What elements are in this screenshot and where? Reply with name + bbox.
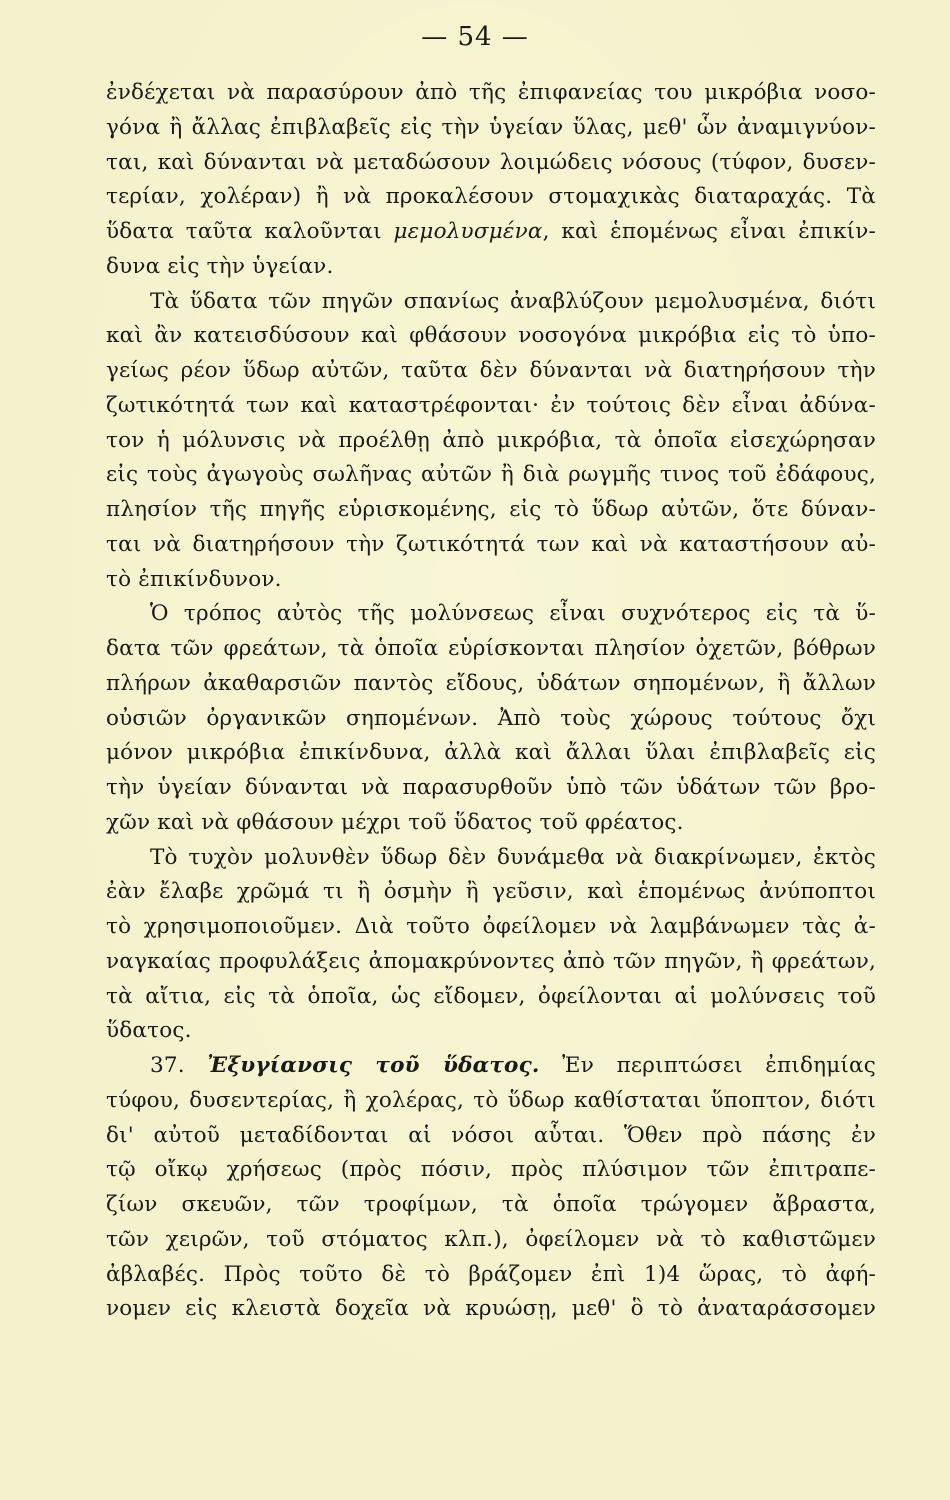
text-line: γόνα ἢ ἄλλας ἐπιβλαβεῖς εἰς τὴν ὑγείαν ὕλας, μεθ' ὧν ἀναμιγνύον- (106, 114, 876, 140)
text-line: τὰ αἴτια, εἰς τὰ ὁποῖα, ὡς εἴδομεν, ὀφείλονται αἱ μολύνσεις τοῦ (106, 983, 876, 1009)
text-line: πλησίον τῆς πηγῆς εὑρισκομένης, εἰς τὸ ὕδωρ αὐτῶν, ὅτε δύναν- (106, 497, 876, 522)
text-line: τύφου, δυσεντερίας, ἢ χολέρας, τὸ ὕδωρ καθίσταται ὕποπτον, διότι (106, 1087, 876, 1113)
text-line: ζωτικότητά των καὶ καταστρέφονται· ἐν τούτοις δὲν εἶναι ἀδύνα- (106, 392, 876, 418)
text-line: ναγκαίας προφυλάξεις ἀπομακρύνοντες ἀπὸ τῶν πηγῶν, ἢ φρεάτων, (106, 948, 876, 974)
text-line: μόνον μικρόβια ἐπικίνδυνα, ἀλλὰ καὶ ἄλλαι ὕλαι ἐπιβλαβεῖς εἰς (106, 740, 876, 766)
section-heading: Ἐξυγίανσις τοῦ ὕδατος. (207, 1053, 540, 1078)
text-line: Τὸ τυχὸν μολυνθὲν ὕδωρ δὲν δυνάμεθα νὰ διακρίνωμεν, ἐκτὸς (150, 844, 876, 870)
text-line: Τὰ ὕδατα τῶν πηγῶν σπανίως ἀναβλύζουν μεμολυσμένα, διότι (150, 288, 876, 314)
text-line: οὐσιῶν ὀργανικῶν σηπομένων. Ἀπὸ τοὺς χώρους τούτους ὄχι (106, 705, 876, 731)
text-run: ὕδατα ταῦτα καλοῦνται (106, 219, 394, 244)
text-line: τὸ χρησιμοποιοῦμεν. Διὰ τοῦτο ὀφείλομεν νὰ λαμβάνωμεν τὰς ἀ- (106, 914, 876, 939)
text-line: ζίων σκευῶν, τῶν τροφίμων, τὰ ὁποῖα τρώγομεν ἄβραστα, (106, 1192, 876, 1217)
text-run: 37. (150, 1053, 208, 1078)
text-line: τῶν χειρῶν, τοῦ στόματος κλπ.), ὀφείλομεν νὰ τὸ καθιστῶμεν (106, 1226, 876, 1252)
text-line: τῷ οἴκῳ χρήσεως (πρὸς πόσιν, πρὸς πλύσιμον τῶν ἐπιτραπε- (106, 1157, 876, 1183)
body-text (106, 76, 876, 1327)
text-run: Ἐν περιπτώσει ἐπιδημίας (539, 1053, 876, 1078)
text-line: Ὁ τρόπος αὐτὸς τῆς μολύνσεως εἶναι συχνότερος εἰς τὰ ὕ- (150, 601, 876, 627)
text-line: τον ἡ μόλυνσις νὰ προέλθῃ ἀπὸ μικρόβια, τὰ ὁποῖα εἰσεχώρησαν (106, 427, 876, 453)
text-line: γείως ρέον ὕδωρ αὐτῶν, ταῦτα δὲν δύνανται νὰ διατηρήσουν τὴν (106, 358, 876, 383)
text-line: χῶν καὶ νὰ φθάσουν μέχρι τοῦ ὕδατος τοῦ φρέατος. (106, 809, 684, 835)
text-line: νομεν εἰς κλειστὰ δοχεῖα νὰ κρυώσῃ, μεθ' ὃ τὸ ἀναταράσσομεν (106, 1296, 876, 1322)
italic-term: μεμολυσμένα (393, 219, 543, 244)
text-line: τὴν ὑγείαν δύνανται νὰ παρασυρθοῦν ὑπὸ τῶν ὑδάτων τῶν βρο- (106, 775, 876, 800)
text-run: , καὶ ἑπομένως εἶναι ἐπικίν- (542, 219, 876, 244)
page-number: — 54 — (421, 22, 529, 52)
text-line: ται, καὶ δύνανται νὰ μεταδώσουν λοιμώδεις νόσους (τύφον, δυσεν- (106, 149, 876, 175)
text-line: ὕδατος. (106, 1018, 192, 1044)
text-line: καὶ ἂν κατεισδύσουν καὶ φθάσουν νοσογόνα μικρόβια εἰς τὸ ὑπο- (106, 323, 876, 349)
text-line: ἀβλαβές. Πρὸς τοῦτο δὲ τὸ βράζομεν ἐπὶ 1)4 ὥρας, τὸ ἀφή- (106, 1261, 876, 1287)
text-line: τὸ ἐπικίνδυνον. (106, 566, 282, 592)
text-line: πλήρων ἀκαθαρσιῶν παντὸς εἴδους, ὑδάτων σηπομένων, ἢ ἄλλων (106, 670, 876, 696)
text-line: δατα τῶν φρεάτων, τὰ ὁποῖα εὑρίσκονται πλησίον ὀχετῶν, βόθρων (106, 636, 876, 661)
text-line: ται νὰ διατηρήσουν τὴν ζωτικότητά των καὶ νὰ καταστήσουν αὐ- (106, 531, 876, 557)
text-line: εἰς τοὺς ἀγωγοὺς σωλῆνας αὐτῶν ἢ διὰ ρωγμῆς τινος τοῦ ἐδάφους, (106, 462, 876, 488)
text-line (106, 1049, 876, 1084)
text-line: ἐὰν ἔλαβε χρῶμά τι ἢ ὀσμὴν ἢ γεῦσιν, καὶ ἑπομένως ἀνύποπτοι (106, 879, 876, 905)
text-line (106, 215, 876, 250)
text-line: δυνα εἰς τὴν ὑγείαν. (106, 253, 334, 279)
text-line: ἐνδέχεται νὰ παρασύρουν ἀπὸ τῆς ἐπιφανείας του μικρόβια νοσο- (106, 80, 876, 105)
text-line: τερίαν, χολέραν) ἢ νὰ προκαλέσουν στομαχικὰς διαταραχάς. Τὰ (106, 184, 876, 210)
text-line: δι' αὐτοῦ μεταδίδονται αἱ νόσοι αὗται. Ὅθεν πρὸ πάσης ἐν (106, 1122, 876, 1148)
